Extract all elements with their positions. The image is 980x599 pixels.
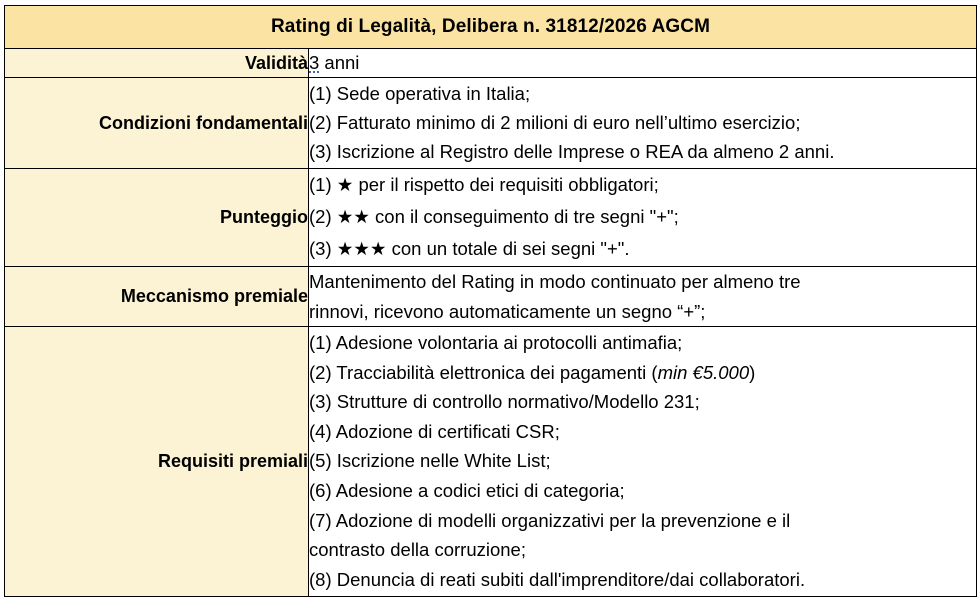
requisiti-line-1: (1) Adesione volontaria ai protocolli antimafia; (309, 332, 683, 353)
table-row-condizioni (5, 78, 977, 169)
validita-number: 3 (309, 52, 320, 73)
row-label-meccanismo: Meccanismo premiale (5, 267, 309, 327)
condizioni-line-3: (3) Iscrizione al Registro delle Imprese o REA da almeno 2 anni. (309, 141, 835, 162)
table-row-meccanismo (5, 267, 977, 327)
requisiti-line-3: (3) Strutture di controllo normativo/Modello 231; (309, 391, 700, 413)
row-value-punteggio (309, 169, 977, 267)
requisiti-line-2-text: (2) Tracciabilità elettronica dei pagamenti ( (309, 361, 658, 383)
table-row-validita (5, 49, 977, 78)
requisiti-line-2 (309, 358, 976, 388)
requisiti-line-5: (5) Iscrizione nelle White List; (309, 450, 551, 472)
row-value-meccanismo (309, 267, 977, 327)
table-row-punteggio (5, 169, 977, 267)
requisiti-line-7-cont: contrasto della corruzione; (309, 539, 526, 561)
row-label-punteggio: Punteggio (5, 169, 309, 267)
punteggio-line-3: (3) ★★★ con un totale di sei segni "+". (309, 238, 630, 259)
requisiti-line-7: (7) Adozione di modelli organizzativi per la prevenzione e il (309, 509, 791, 531)
table-row-requisiti (5, 327, 977, 597)
requisiti-line-4: (4) Adozione di certificati CSR; (309, 420, 560, 442)
punteggio-line-2: (2) ★★ con il conseguimento di tre segni "+"; (309, 206, 679, 227)
requisiti-line-6: (6) Adesione a codici etici di categoria; (309, 479, 625, 501)
row-label-validita: Validità (5, 49, 309, 78)
row-value-requisiti (309, 327, 977, 597)
meccanismo-line-2: rinnovi, ricevono automaticamente un segno “+”; (309, 300, 706, 322)
meccanismo-line-1: Mantenimento del Rating in modo continuato per almeno tre (309, 271, 801, 292)
requisiti-line-2-amount: min €5.000 (657, 361, 750, 383)
row-value-validita (309, 49, 977, 78)
condizioni-line-1: (1) Sede operativa in Italia; (309, 83, 531, 104)
requisiti-line-8: (8) Denuncia di reati subiti dall'imprenditore/dai collaboratori. (309, 568, 806, 590)
condizioni-line-2: (2) Fatturato minimo di 2 milioni di euro nell’ultimo esercizio; (309, 112, 801, 133)
row-label-condizioni: Condizioni fondamentali (5, 78, 309, 169)
punteggio-line-1: (1) ★ per il rispetto dei requisiti obbligatori; (309, 174, 659, 195)
row-label-requisiti: Requisiti premiali (5, 327, 309, 597)
row-value-condizioni (309, 78, 977, 169)
table-title: Rating di Legalità, Delibera n. 31812/2026 AGCM (5, 6, 977, 49)
requisiti-line-2-close: ) (749, 361, 756, 383)
validita-unit: anni (319, 52, 360, 73)
rating-table (4, 5, 977, 597)
